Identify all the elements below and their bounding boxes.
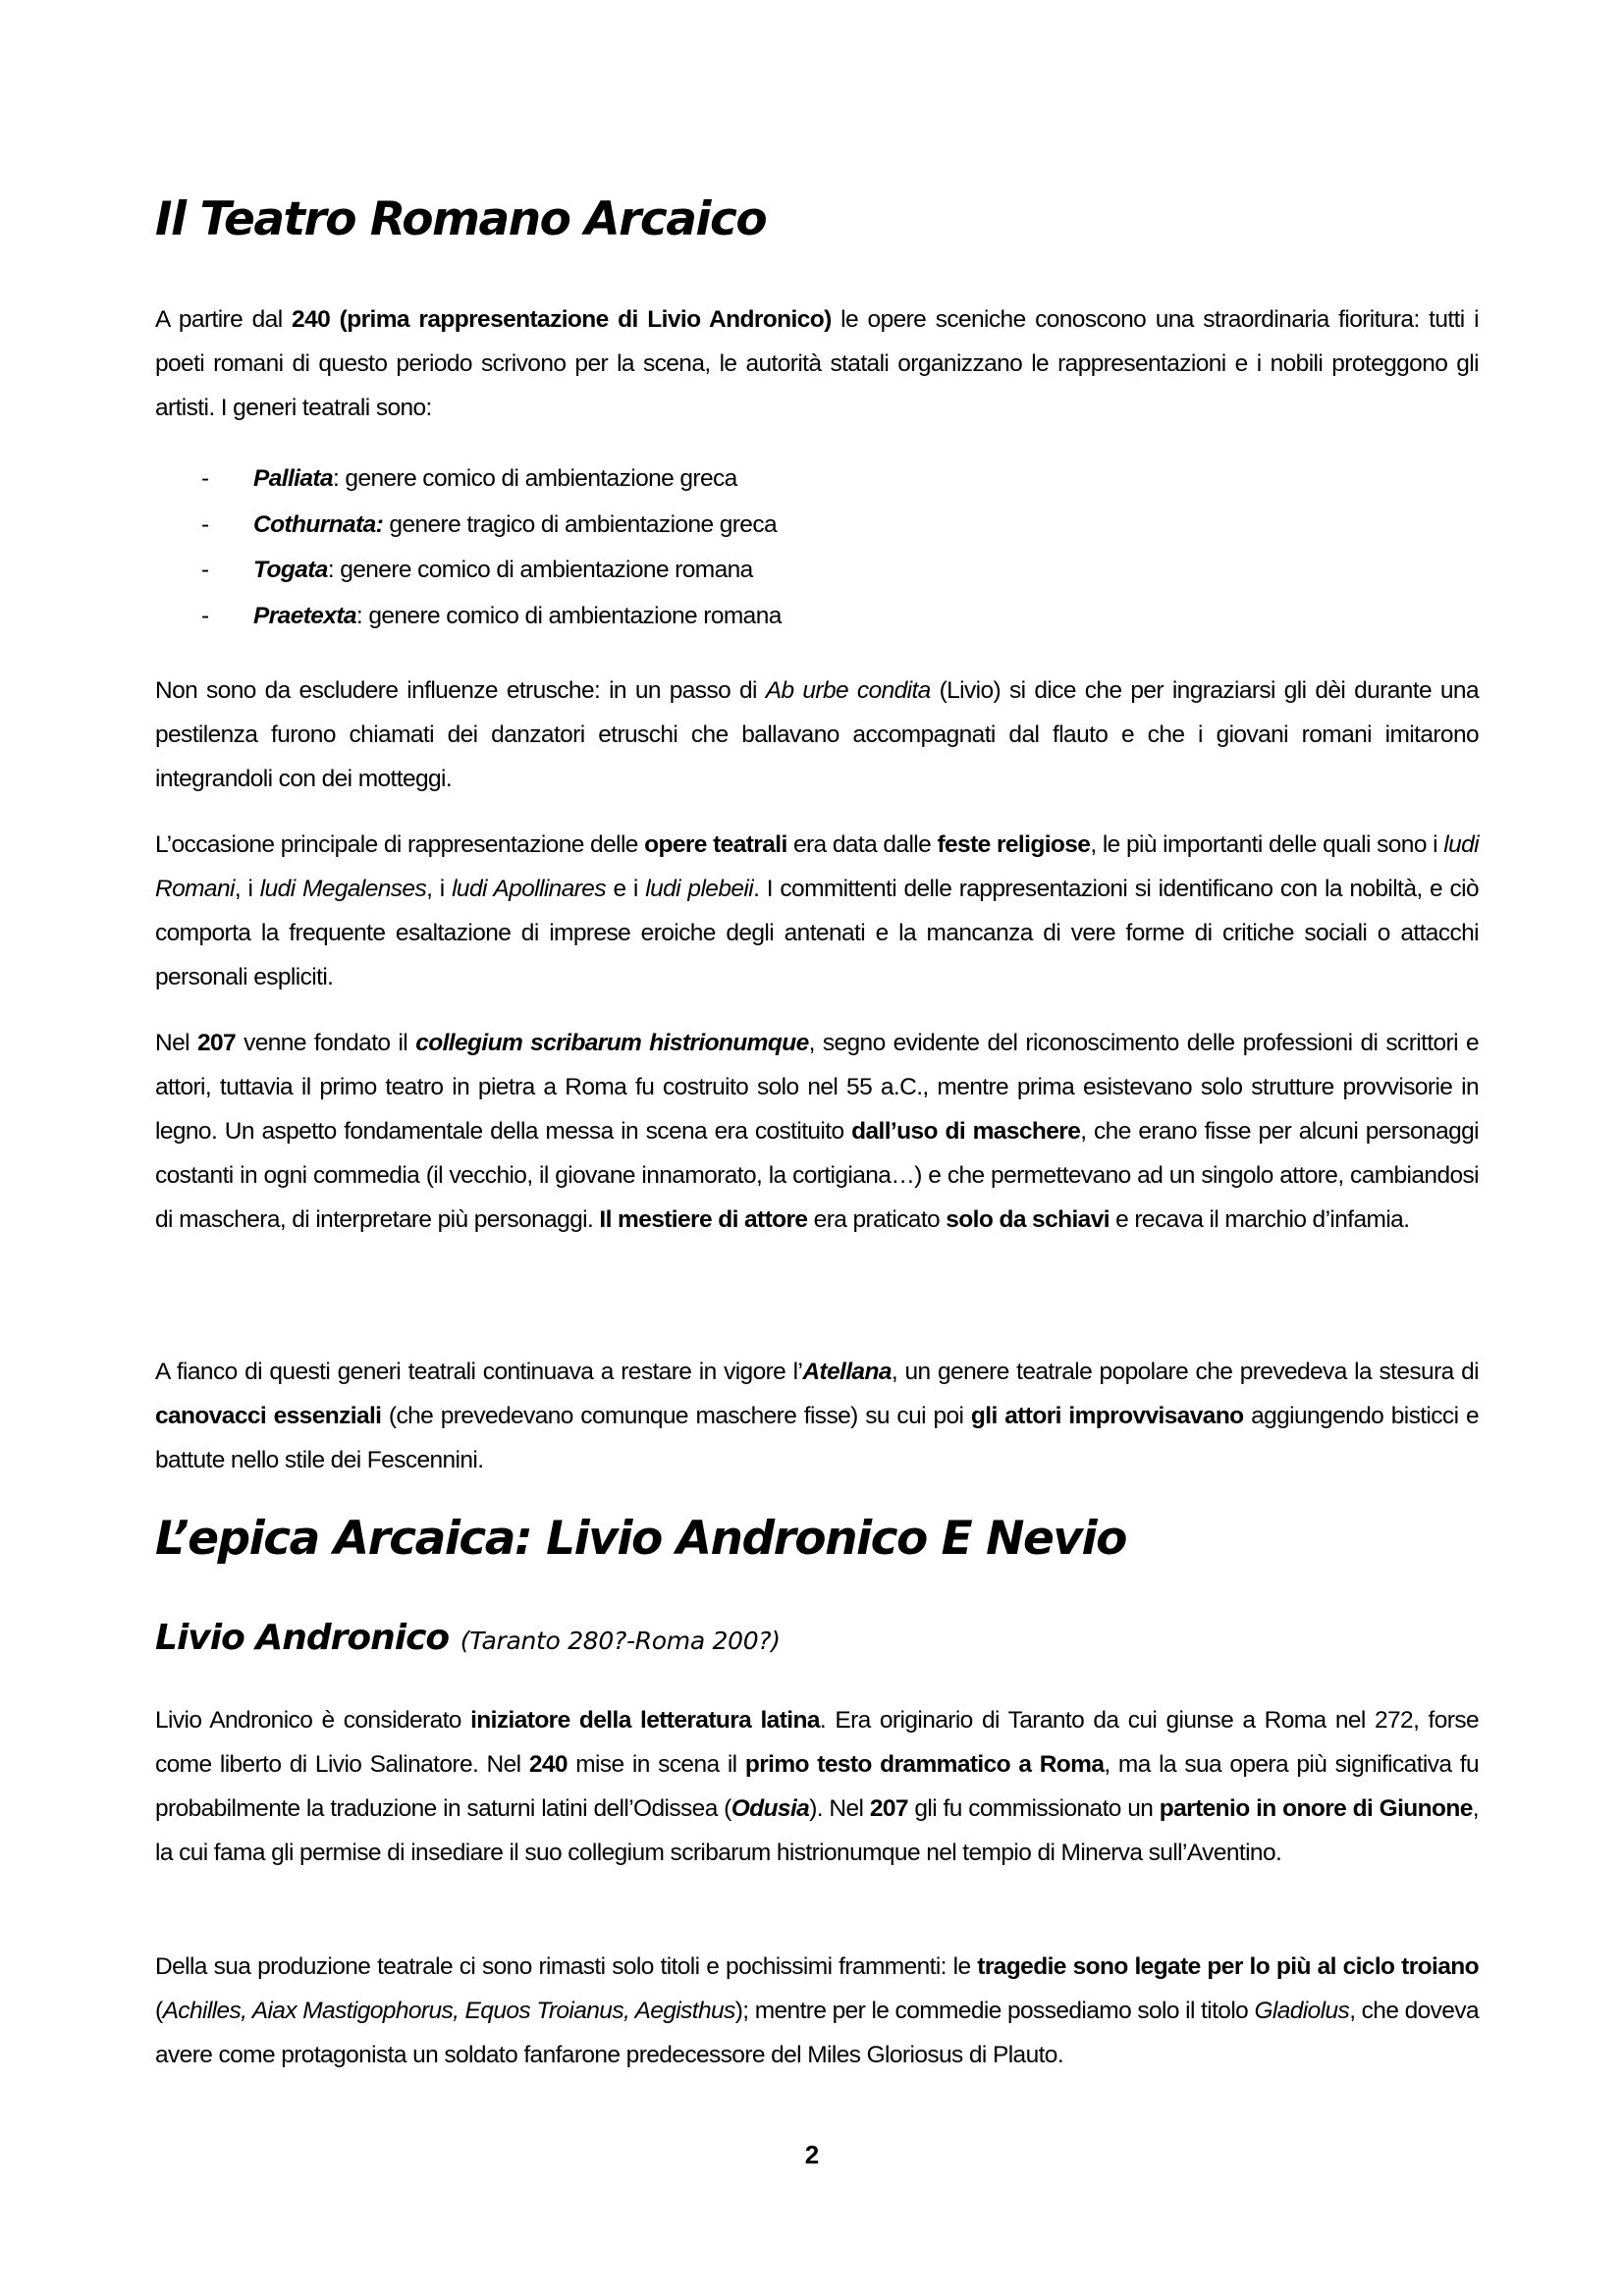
intro-year: 240 — [292, 306, 331, 333]
genre-name: Palliata — [253, 465, 333, 492]
paragraph-text: A fianco di questi generi teatrali continuava a restare in vigore l’ — [155, 1359, 803, 1385]
emphasis: feste religiose — [937, 831, 1091, 858]
emphasis: gli attori improvvisavano — [970, 1403, 1244, 1429]
paragraph-text: era praticato — [807, 1206, 947, 1233]
paragraph-text: . I committenti delle rappresentazioni si identificano con la nobiltà, e ciò comporta la frequente esaltazione di imprese eroiche degli antenati e la mancanza di vere forme di critiche sociali o attacchi personali espliciti. — [155, 876, 1480, 990]
paragraph-intro — [155, 297, 1479, 430]
paragraph-atellana — [155, 1350, 1479, 1482]
genre-description: : genere comico di ambientazione greca — [333, 465, 737, 492]
year: 207 — [197, 1030, 237, 1056]
intro-text: A partire dal — [155, 306, 293, 333]
paragraph-text: , ma la sua opera più significativa fu probabilmente la traduzione in saturni latini dell’Odissea ( — [155, 1751, 1479, 1822]
genre-list-item — [201, 503, 782, 549]
ludi-name: ludi plebeii — [645, 876, 754, 902]
paragraph-occasion — [155, 823, 1479, 999]
paragraph-text: , che erano fisse per alcuni personaggi costanti in ogni commedia (il vecchio, il giovane innamorato, la cortigiana…) e che permettevano ad un singolo attore, cambiandosi di maschera, di interpretare più personaggi. — [155, 1118, 1479, 1233]
work-title: Ab urbe condita — [765, 677, 931, 704]
emphasis: tragedie sono legate per lo più al ciclo troiano — [977, 1953, 1479, 1980]
genre-name: Togata — [253, 557, 328, 583]
year: 207 — [869, 1795, 908, 1822]
paragraph-text: , i — [426, 876, 453, 902]
year: 240 — [528, 1751, 568, 1778]
paragraph-text: , le più importanti delle quali sono i — [1090, 831, 1444, 858]
paragraph-text: e recava il marchio d’infamia. — [1109, 1206, 1410, 1233]
section-title-teatro-romano: Il Teatro Romano Arcaico — [155, 192, 767, 246]
tragedy-titles: Achilles, Aiax Mastigophorus, Equos Troianus, Aegisthus — [162, 1998, 735, 2024]
list-dash: - — [201, 510, 209, 538]
paragraph-text: ( — [155, 1998, 163, 2024]
paragraph-text: ). Nel — [809, 1795, 870, 1822]
genre-description: : genere comico di ambientazione romana — [355, 602, 782, 629]
genre-description: genere tragico di ambientazione greca — [383, 510, 777, 538]
paragraph-text: aggiungendo bisticci e battute nello stile dei Fescennini. — [155, 1403, 1479, 1473]
paragraph-text: Nel — [155, 1030, 197, 1056]
subsection-name: Livio Andronico — [155, 1618, 450, 1658]
paragraph-text: L’occasione principale di rappresentazione delle — [155, 831, 645, 858]
subsection-title-livio-andronico — [155, 1618, 781, 1658]
emphasis: solo da schiavi — [946, 1206, 1110, 1233]
genre-list-item — [201, 456, 782, 503]
genre-name: Atellana — [802, 1359, 892, 1385]
collegium-name: collegium scribarum histrionumque — [415, 1030, 809, 1056]
paragraph-text: gli fu commissionato un — [907, 1795, 1160, 1822]
paragraph-text: e i — [605, 876, 646, 902]
work-title: Odusia — [731, 1795, 810, 1822]
paragraph-text: mise in scena il — [567, 1751, 745, 1778]
paragraph-text: Livio Andronico è considerato — [155, 1707, 471, 1734]
subsection-dates: (Taranto 280?-Roma 200?) — [460, 1627, 781, 1655]
paragraph-production — [155, 1945, 1479, 2077]
paragraph-text: , i — [234, 876, 260, 902]
paragraph-collegium — [155, 1021, 1479, 1242]
paragraph-text: , segno evidente del riconoscimento delle professioni di scrittori e attori, tuttavia il primo teatro in pietra a Roma fu costruito solo nel 55 a.C., mentre prima esistevano solo strutture provvisorie in legno. Un aspetto fondamentale della messa in scena era costituito — [155, 1030, 1480, 1145]
comedy-title: Gladiolus — [1254, 1998, 1350, 2024]
emphasis: canovacci essenziali — [155, 1403, 382, 1429]
intro-text: le opere sceniche conoscono una straordinaria fioritura: tutti i poeti romani di questo periodo scrivono per la scena, le autorità statali organizzano le rappresentazioni e i nobili proteggono gli artisti. I generi teatrali sono: — [155, 306, 1479, 421]
paragraph-text: (Livio) si dice che per ingraziarsi gli dèi durante una pestilenza furono chiamati dei danzatori etruschi che ballavano accompagnati dal flauto e che i giovani romani imitarono integrandoli con dei motteggi. — [155, 677, 1479, 792]
paragraph-etruscan — [155, 668, 1479, 801]
paragraph-text: Della sua produzione teatrale ci sono rimasti solo titoli e pochissimi frammenti: le — [155, 1953, 978, 1980]
intro-text — [330, 306, 340, 333]
paragraph-bio — [155, 1698, 1479, 1875]
emphasis: Il mestiere di attore — [599, 1206, 808, 1233]
genre-list — [201, 456, 782, 639]
paragraph-text: era data dalle — [786, 831, 938, 858]
paragraph-text: (che prevedevano comunque maschere fisse) su cui poi — [381, 1403, 971, 1429]
list-dash: - — [201, 602, 209, 629]
page-number: 2 — [804, 2140, 820, 2169]
paragraph-text: venne fondato il — [236, 1030, 416, 1056]
paragraph-text: . Era originario di Taranto da cui giunse a Roma nel 272, forse come liberto di Livio Salinatore. Nel — [155, 1707, 1480, 1778]
emphasis: opere teatrali — [644, 831, 787, 858]
ludi-name: ludi Apollinares — [452, 876, 606, 902]
genre-list-item — [201, 594, 782, 640]
emphasis: partenio in onore di Giunone — [1159, 1795, 1473, 1822]
genre-name: Praetexta — [253, 602, 356, 629]
emphasis: iniziatore della letteratura latina — [470, 1707, 820, 1734]
paragraph-text: Non sono da escludere influenze etrusche: in un passo di — [155, 677, 766, 704]
paragraph-text: ); mentre per le commedie possediamo solo il titolo — [734, 1998, 1255, 2024]
paragraph-text: , un genere teatrale popolare che prevedeva la stesura di — [891, 1359, 1479, 1385]
emphasis: dall’uso di maschere — [851, 1118, 1081, 1145]
genre-list-item — [201, 548, 782, 594]
section-title-epica-arcaica: L’epica Arcaica: Livio Andronico E Nevio — [155, 1512, 1126, 1566]
list-dash: - — [201, 557, 209, 583]
ludi-name: ludi Romani — [155, 831, 1480, 902]
emphasis: primo testo drammatico a Roma — [744, 1751, 1105, 1778]
genre-description: : genere comico di ambientazione romana — [327, 557, 753, 583]
list-dash: - — [201, 465, 209, 492]
paragraph-text: , che doveva avere come protagonista un soldato fanfarone predecessore del Miles Gloriosus di Plauto. — [155, 1998, 1479, 2068]
ludi-name: ludi Megalenses — [259, 876, 427, 902]
genre-name: Cothurnata: — [253, 510, 384, 538]
intro-emphasis: (prima rappresentazione di Livio Andronico) — [339, 306, 832, 333]
paragraph-text: , la cui fama gli permise di insediare il suo collegium scribarum histrionumque nel tempio di Minerva sull’Aventino. — [155, 1795, 1479, 1866]
